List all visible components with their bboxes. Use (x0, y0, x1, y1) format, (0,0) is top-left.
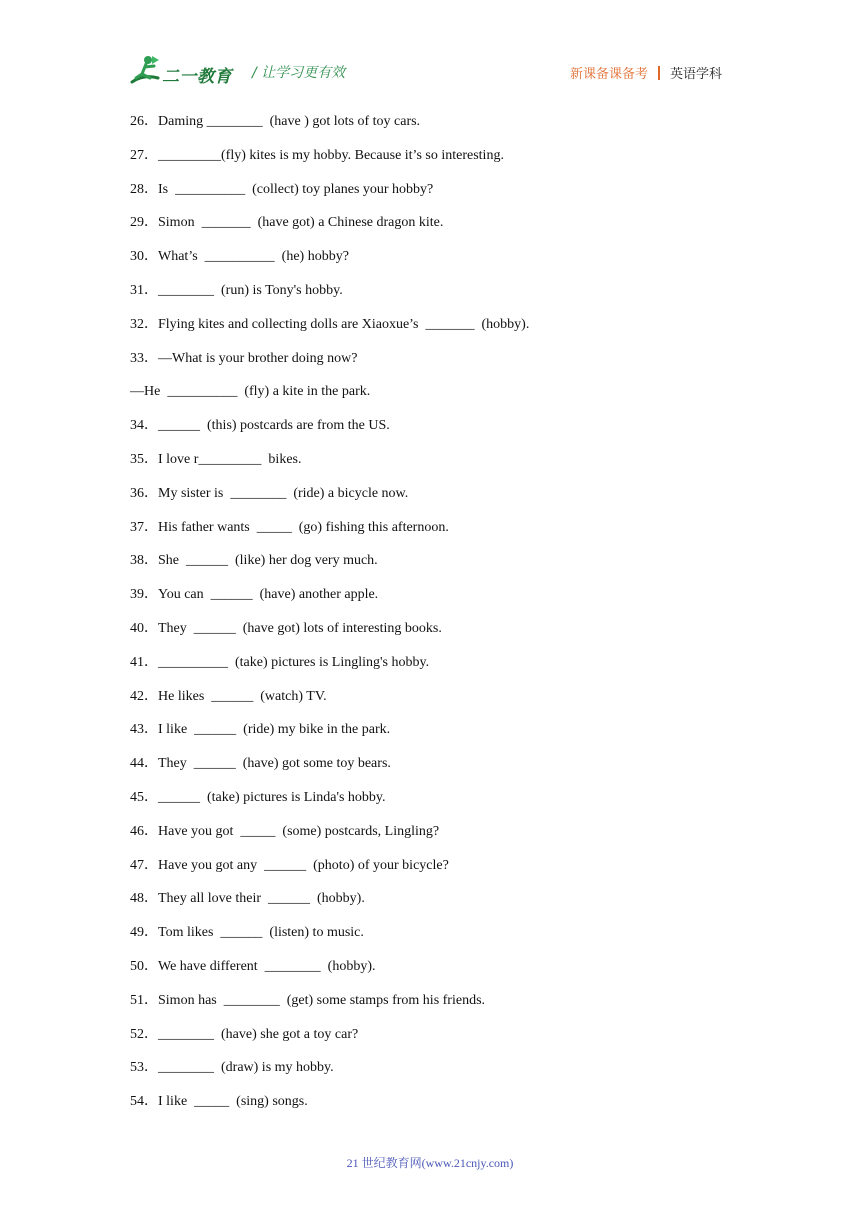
question-item: 29．Simon _______ (have got) a Chinese dragon kite. (130, 215, 444, 231)
question-item: 30．What’s __________ (he) hobby? (130, 249, 349, 265)
question-item: 51．Simon has ________ (get) some stamps from his friends. (130, 992, 486, 1008)
logo-text: 二一教育 (162, 67, 232, 87)
question-item: 53．________ (draw) is my hobby. (130, 1060, 334, 1076)
question-item: 35．I love r_________ bikes. (130, 451, 302, 467)
question-item: 54．I like _____ (sing) songs. (130, 1094, 308, 1110)
question-item: 31．________ (run) is Tony's hobby. (130, 282, 343, 298)
question-item: 41．__________ (take) pictures is Lingling's hobby. (130, 654, 430, 670)
question-item: 32．Flying kites and collecting dolls are Xiaoxue’s _______ (hobby). (130, 316, 530, 332)
question-item: 37．His father wants _____ (go) fishing this afternoon. (130, 519, 449, 535)
question-item: 49．Tom likes ______ (listen) to music. (130, 925, 364, 941)
page-footer: 21 世纪教育网(www.21cnjy.com) (346, 1156, 514, 1170)
question-item: 34．______ (this) postcards are from the US. (130, 418, 390, 434)
question-item: 43．I like ______ (ride) my bike in the park. (130, 722, 391, 738)
question-item: 52．________ (have) she got a toy car? (130, 1026, 359, 1042)
question-item: 27．_________(fly) kites is my hobby. Because it’s so interesting. (130, 147, 504, 163)
question-item: 45．______ (take) pictures is Linda's hobby. (130, 789, 386, 805)
subject-label: 英语学科 (669, 67, 722, 82)
question-item: 50．We have different ________ (hobby). (130, 958, 376, 974)
question-item: 28．Is __________ (collect) toy planes your hobby? (130, 181, 434, 197)
slogan: / 让学习更有效 (252, 65, 346, 81)
question-item: 47．Have you got any ______ (photo) of your bicycle? (130, 857, 449, 873)
logo (128, 52, 248, 92)
question-answer-line: —He __________ (fly) a kite in the park. (130, 384, 371, 400)
question-item: 26．Daming ________ (have ) got lots of toy cars. (130, 114, 421, 129)
question-item: 42．He likes ______ (watch) TV. (130, 688, 327, 704)
question-item: 40．They ______ (have got) lots of interesting books. (130, 620, 442, 636)
runner-logo-icon (128, 52, 162, 92)
page-header (128, 52, 728, 92)
header-right (570, 63, 722, 82)
question-item: 38．She ______ (like) her dog very much. (130, 553, 378, 569)
question-list (130, 110, 750, 1124)
question-item: 46．Have you got _____ (some) postcards, Lingling? (130, 823, 440, 839)
course-type-label: 新课备课备考 (569, 67, 648, 82)
question-item: 48．They all love their ______ (hobby). (130, 891, 365, 907)
question-item: 33．—What is your brother doing now? (130, 350, 358, 366)
question-item: 44．They ______ (have) got some toy bears. (130, 756, 391, 772)
question-item: 36．My sister is ________ (ride) a bicycle now. (130, 485, 409, 501)
question-item: 39．You can ______ (have) another apple. (130, 587, 379, 603)
header-divider (658, 66, 660, 80)
